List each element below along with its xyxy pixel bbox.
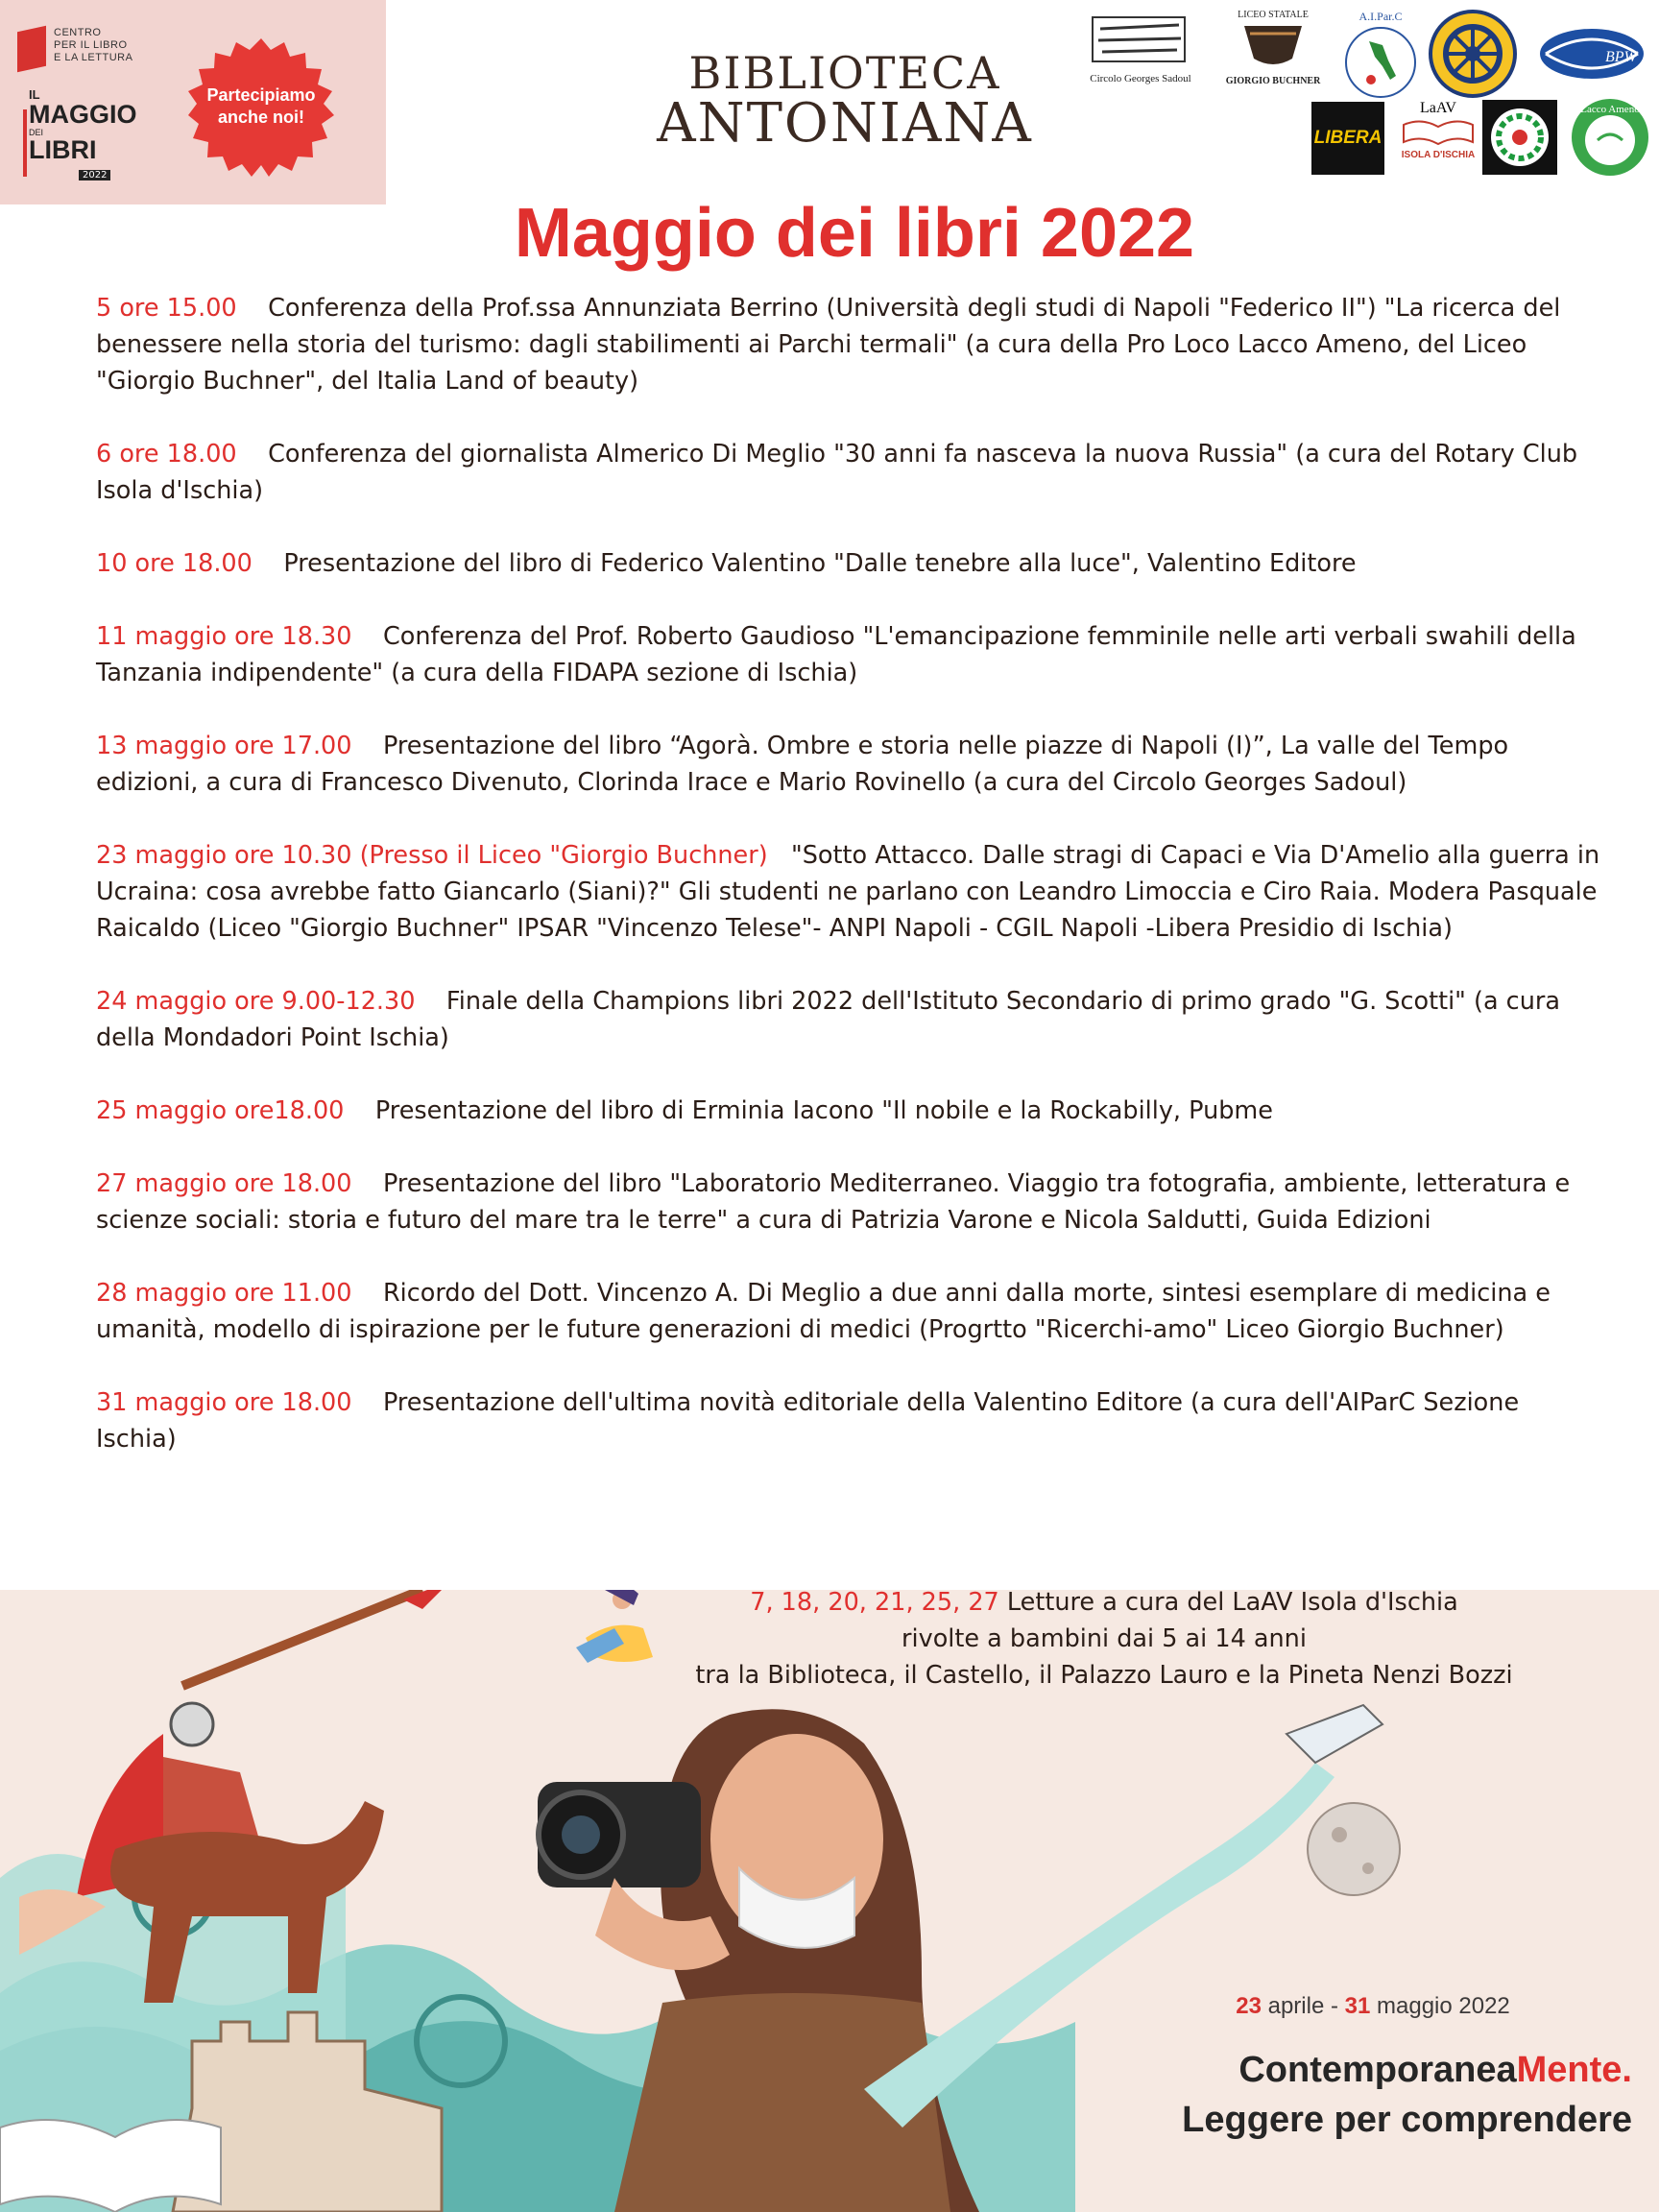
- laav-line3: tra la Biblioteca, il Castello, il Palazzo Lauro e la Pineta Nenzi Bozzi: [695, 1661, 1513, 1690]
- slogan-line2: Leggere per comprendere: [1182, 2100, 1632, 2140]
- event-item: [96, 837, 1603, 947]
- event-date: 5 ore 15.00: [96, 294, 237, 323]
- aiparc-label: A.I.Par.C: [1358, 10, 1403, 23]
- event-date: 6 ore 18.00: [96, 440, 237, 469]
- rotary-logo: [1427, 8, 1519, 100]
- laav-text: LaAV: [1420, 100, 1456, 116]
- event-date: 23 maggio ore 10.30 (Presso il Liceo "Giorgio Buchner): [96, 841, 768, 870]
- lacco-ameno-text: Lacco Ameno: [1580, 104, 1640, 115]
- event-date: 31 maggio ore 18.00: [96, 1388, 352, 1417]
- libera-logo: [1311, 102, 1384, 175]
- laav-dates: 7, 18, 20, 21, 25, 27: [750, 1588, 999, 1617]
- event-text: Presentazione del libro di Federico Valentino "Dalle tenebre alla luce", Valentino Editore: [283, 549, 1357, 578]
- laav-line2: rivolte a bambini dai 5 ai 14 anni: [902, 1624, 1307, 1653]
- event-date: 28 maggio ore 11.00: [96, 1279, 352, 1308]
- sadoul-logo: [1083, 12, 1198, 88]
- logo-libri: LIBRI: [29, 135, 97, 164]
- period-end-day: 31: [1344, 1993, 1371, 2019]
- buchner-bottom: GIORGIO BUCHNER: [1225, 76, 1321, 86]
- laav-readings: [576, 1584, 1632, 1694]
- event-text: Finale della Champions libri 2022 dell'Istituto Secondario di primo grado "G. Scotti" (a cura della Mondadori Point Ischia): [96, 987, 1560, 1052]
- laav-line1-text: Letture a cura del LaAV Isola d'Ischia: [1006, 1588, 1458, 1617]
- cepell-line: PER IL LIBRO: [54, 39, 128, 51]
- event-date: 24 maggio ore 9.00-12.30: [96, 987, 416, 1016]
- page-title: Maggio dei libri 2022: [514, 195, 1195, 272]
- event-item: [96, 436, 1603, 509]
- partecipiamo-stamp: [188, 36, 334, 182]
- event-text: Conferenza del Prof. Roberto Gaudioso "L'emancipazione femminile nelle arti verbali swahili della Tanzania indipendente" (a cura della FIDAPA sezione di Ischia): [96, 622, 1576, 687]
- event-date: 27 maggio ore 18.00: [96, 1169, 352, 1198]
- buchner-logo: [1225, 10, 1321, 96]
- logo-il: IL: [29, 87, 40, 102]
- stamp-line: anche noi!: [217, 108, 304, 127]
- event-text: Conferenza del giornalista Almerico Di Meglio "30 anni fa nasceva la nuova Russia" (a cura del Rotary Club Isola d'Ischia): [96, 440, 1578, 505]
- rotary-wheel-icon: [1427, 8, 1519, 100]
- event-text: Presentazione dell'ultima novità editoriale della Valentino Editore (a cura dell'AIParC Sezione Ischia): [96, 1388, 1520, 1454]
- event-text: Presentazione del libro di Erminia Iacono "Il nobile e la Rockabilly, Pubme: [374, 1096, 1273, 1125]
- cepell-logo: [17, 23, 152, 81]
- bpw-logo: [1536, 25, 1647, 92]
- italy-map-icon: [1333, 24, 1429, 101]
- cepell-line: CENTRO: [54, 27, 102, 38]
- book-icon: [17, 26, 46, 72]
- aiparc-logo: [1333, 10, 1429, 101]
- sadoul-emblem-icon: [1083, 12, 1198, 69]
- campaign-period: [1133, 1993, 1613, 2020]
- slogan-part2: Mente.: [1516, 2050, 1632, 2090]
- event-item: [96, 983, 1603, 1056]
- event-item: [96, 1166, 1603, 1238]
- stamp-line: Partecipiamo: [206, 85, 316, 105]
- event-text: Presentazione del libro “Agorà. Ombre e storia nelle piazze di Napoli (I)”, La valle del Tempo edizioni, a cura di Francesco Divenuto, Clorinda Irace e Mario Rovinello (a cura del Circolo Georges Sadoul): [96, 732, 1509, 797]
- event-item: [96, 618, 1603, 691]
- logo-maggio: MAGGIO: [29, 100, 137, 129]
- event-text: "Sotto Attacco. Dalle stragi di Capaci e Via D'Amelio alla guerra in Ucraina: cosa avrebbe fatto Giancarlo (Siani)?" Gli studenti ne parlano con Leandro Limoccia e Ciro Raia. Modera Pasquale Raicaldo (Liceo "Giorgio Buchner" IPSAR "Vincenzo Telese"- ANPI Napoli - CGIL Napoli -Libera Presidio di Ischia): [96, 841, 1600, 943]
- logo-year: 2022: [79, 170, 110, 180]
- event-date: 25 maggio ore18.00: [96, 1096, 345, 1125]
- globe-icon: [1536, 25, 1647, 83]
- lacco-ameno-logo: [1569, 96, 1651, 179]
- laav-sub: ISOLA D'ISCHIA: [1401, 150, 1476, 160]
- sadoul-label: Circolo Georges Sadoul: [1090, 73, 1191, 84]
- events-list: [96, 290, 1603, 1494]
- event-item: [96, 728, 1603, 801]
- event-date: 11 maggio ore 18.30: [96, 622, 352, 651]
- cepell-line: E LA LETTURA: [54, 52, 133, 63]
- italia-land-logo: [1482, 100, 1557, 175]
- event-date: 10 ore 18.00: [96, 549, 252, 578]
- period-end-rest: maggio 2022: [1377, 1993, 1510, 2019]
- event-date: 13 maggio ore 17.00: [96, 732, 352, 760]
- libera-text: LIBERA: [1313, 128, 1382, 148]
- event-item: [96, 1275, 1603, 1348]
- event-item: [96, 1384, 1603, 1457]
- maggio-dei-libri-logo: [29, 88, 140, 180]
- vase-icon: [1225, 20, 1321, 72]
- event-text: Presentazione del libro "Laboratorio Mediterraneo. Viaggio tra fotografia, ambiente, letteratura e scienze sociali: storia e futuro del mare tra le terre" a cura di Patrizia Varone e Nicola Saldutti, Guida Edizioni: [96, 1169, 1571, 1235]
- laav-line1: [576, 1584, 1632, 1621]
- bpw-text: BPW: [1605, 49, 1637, 65]
- italia-land-icon: [1482, 100, 1557, 175]
- library-title-line2: ANTONIANA: [657, 92, 1033, 155]
- slogan-part1: Contemporanea: [1238, 2050, 1517, 2090]
- event-item: [96, 290, 1603, 399]
- open-book-icon: [1398, 117, 1479, 146]
- event-text: Conferenza della Prof.ssa Annunziata Berrino (Università degli studi di Napoli "Federico II") "La ricerca del benessere nella storia del turismo: dagli stabilimenti ai Parchi termali" (a cura della Pro Loco Lacco Ameno, del Liceo "Giorgio Buchner", del Italia Land of beauty): [96, 294, 1561, 396]
- library-title-line1: BIBLIOTECA: [688, 47, 1001, 99]
- event-text: Ricordo del Dott. Vincenzo A. Di Meglio a due anni dalla morte, sintesi esemplare di medicina e umanità, modello di ispirazione per le future generazioni di medici (Progrtto "Ricerchi-amo" Liceo Giorgio Buchner): [96, 1279, 1551, 1344]
- buchner-top: LICEO STATALE: [1238, 10, 1309, 20]
- period-start-day: 23: [1236, 1993, 1262, 2019]
- slogan-line1: [1018, 2045, 1632, 2095]
- logo-dei: DEI: [29, 128, 44, 137]
- campaign-slogan: [1018, 2045, 1632, 2145]
- period-start-rest: aprile -: [1267, 1993, 1338, 2019]
- logo-red-bar: [23, 109, 27, 177]
- laav-logo: [1398, 100, 1479, 177]
- library-title: [614, 47, 1075, 155]
- event-item: [96, 545, 1603, 582]
- event-item: [96, 1093, 1603, 1129]
- maggio-dei-libri-badge: [0, 0, 386, 204]
